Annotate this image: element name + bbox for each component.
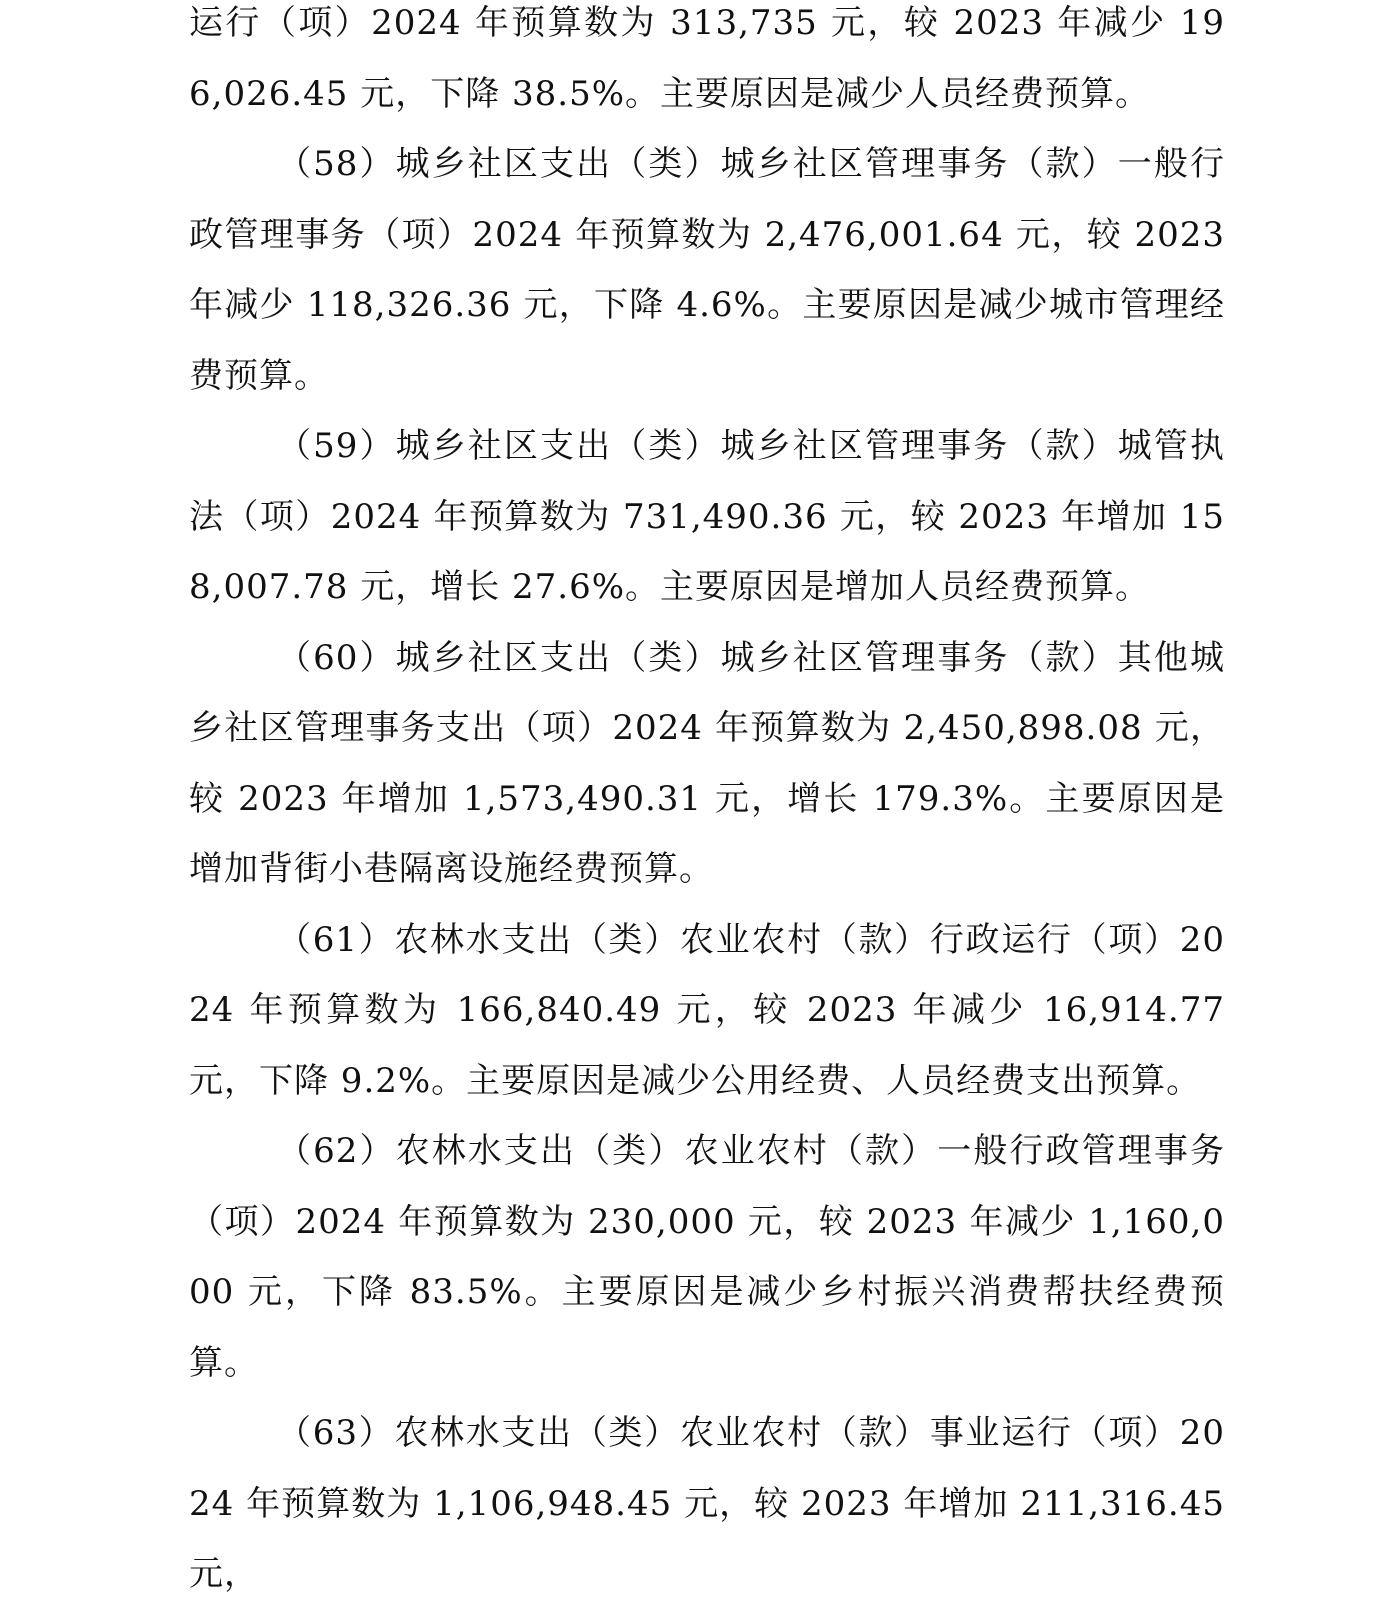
paragraph-60: （60）城乡社区支出（类）城乡社区管理事务（款）其他城乡社区管理事务支出（项）2024 年预算数为 2,450,898.08 元，较 2023 年增加 1,573,490.31 元，增长 179.3%。主要原因是增加背街小巷隔离设施经费预算。 — [189, 637, 1225, 889]
document-page — [189, 0, 1225, 1610]
paragraph-61: （61）农林水支出（类）农业农村（款）行政运行（项）2024 年预算数为 166,840.49 元，较 2023 年减少 16,914.77 元，下降 9.2%。主要原因是减少公用经费、人员经费支出预算。 — [189, 919, 1225, 1101]
paragraph-58: （58）城乡社区支出（类）城乡社区管理事务（款）一般行政管理事务（项）2024 年预算数为 2,476,001.64 元，较 2023 年减少 118,326.36 元，下降 4.6%。主要原因是减少城市管理经费预算。 — [189, 144, 1225, 396]
paragraph-63: （63）农林水支出（类）农业农村（款）事业运行（项）2024 年预算数为 1,106,948.45 元，较 2023 年增加 211,316.45 元， — [189, 1413, 1225, 1594]
paragraph-57-continued: 运行（项）2024 年预算数为 313,735 元，较 2023 年减少 196,026.45 元，下降 38.5%。主要原因是减少人员经费预算。 — [189, 3, 1225, 114]
paragraph-62: （62）农林水支出（类）农业农村（款）一般行政管理事务（项）2024 年预算数为 230,000 元，较 2023 年减少 1,160,000 元，下降 83.5%。主要原因是减少乡村振兴消费帮扶经费预算。 — [189, 1131, 1225, 1383]
paragraph-59: （59）城乡社区支出（类）城乡社区管理事务（款）城管执法（项）2024 年预算数为 731,490.36 元，较 2023 年增加 158,007.78 元，增长 27.6%。主要原因是增加人员经费预算。 — [189, 426, 1225, 607]
